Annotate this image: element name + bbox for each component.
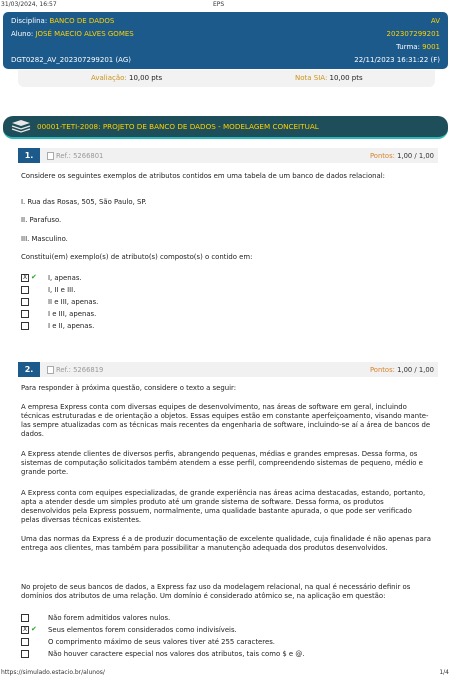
print-footer — [0, 668, 453, 677]
exam-date: 22/11/2023 16:31:22 (F) — [354, 56, 440, 64]
checkbox[interactable]: X — [22, 626, 28, 633]
document-icon — [47, 366, 54, 374]
disciplina-value: BANCO DE DADOS — [49, 17, 115, 25]
print-header — [0, 0, 453, 10]
section-header — [3, 116, 448, 139]
sia-value: 10,00 pts — [329, 74, 363, 82]
question-2-paragraph-3: A Express conta com equipes especializadas, de grande experiência nas áreas acima destacadas, estando, portanto, apta a atender desde um simples produto até um grande sistema de software. Dessa forma, os produtos desenvolvidos pela Express possuem, normalmente, uma qualidade bastante apurada, o que pode ser verificado pelas diversas técnicas existentes. — [21, 489, 426, 524]
checkbox[interactable] — [21, 286, 29, 294]
checkbox[interactable] — [21, 614, 29, 622]
book-stack-icon — [10, 119, 32, 135]
checkbox[interactable] — [21, 310, 29, 318]
score-bar — [18, 70, 435, 87]
checkbox[interactable] — [21, 322, 29, 330]
points-value: 1,00 — [397, 366, 413, 374]
checkbox[interactable] — [21, 650, 29, 658]
question-1-item-ii: II. Parafuso. — [21, 216, 62, 224]
exam-header — [3, 12, 448, 69]
question-1-statement: Considere os seguintes exemplos de atributos contidos em uma tabela de um banco de dados relacional: — [21, 172, 385, 180]
question-2-bar — [18, 362, 438, 377]
checkbox[interactable] — [21, 638, 29, 646]
matricula: 202307299201 — [386, 30, 440, 38]
question-1-number: 1. — [18, 148, 40, 163]
question-2-prompt: No projeto de seus bancos de dados, a Express faz uso da modelagem relacional, na qual é necessário definir os domínios dos atributos de uma relação. Um domínio é considerado atômico se, na aplicação em questão: — [21, 583, 411, 600]
question-2-ref[interactable]: Ref.: 5266819 — [56, 366, 104, 374]
question-2-paragraph-2: A Express atende clientes de diversos perfis, abrangendo pequenas, médias e grandes empresas. Dessa forma, os sistemas de computação solicitados também atendem a esse perfil, compreendendo sistemas de pequeno, médio e grande porte. — [21, 450, 423, 476]
points-label: Pontos: — [369, 366, 395, 374]
exam-code: DGT0282_AV_202307299201 (AG) — [11, 56, 132, 64]
aluno-value: JOSÉ MAECIO ALVES GOMES — [35, 30, 134, 38]
points-total: / 1,00 — [414, 366, 434, 374]
print-page: 1/4 — [439, 669, 449, 676]
turma-value: 9001 — [422, 43, 440, 51]
sia-label: Nota SIA: — [295, 74, 328, 82]
question-1-item-i: I. Rua das Rosas, 505, São Paulo, SP. — [21, 198, 147, 206]
question-2-intro: Para responder à próxima questão, considere o texto a seguir: — [21, 384, 237, 392]
print-datetime: 31/03/2024, 16:57 — [1, 1, 57, 8]
turma-label: Turma: — [396, 43, 420, 51]
exam-type: AV — [430, 17, 440, 25]
points-label: Pontos: — [369, 152, 395, 160]
points-total: / 1,00 — [414, 152, 434, 160]
print-title: EPS — [213, 1, 225, 8]
checkmark-icon: ✔ — [31, 625, 37, 633]
points-value: 1,00 — [397, 152, 413, 160]
question-2-number: 2. — [18, 362, 40, 377]
avaliacao-value: 10,00 pts — [129, 74, 163, 82]
section-title: 00001-TETI-2008: PROJETO DE BANCO DE DADOS - MODELAGEM CONCEITUAL — [37, 122, 319, 131]
document-icon — [47, 152, 54, 160]
question-1-ask: Constitui(em) exemplo(s) de atributo(s) composto(s) o contido em: — [21, 253, 253, 261]
question-1-item-iii: III. Masculino. — [21, 235, 68, 243]
print-url: https://simulado.estacio.br/alunos/ — [1, 669, 105, 676]
question-2-paragraph-1: A empresa Express conta com diversas equipes de desenvolvimento, nas áreas de software em geral, incluindo técnicas estruturadas e de orientação a objetos. Essas equipes estão em constante aperfeiçoamento, visando mante- las sempre atualizadas com as técnicas mais recentes da engenharia de software, incluindo-se aí a área de bancos de dados. — [21, 403, 431, 438]
aluno-label: Aluno: — [11, 30, 34, 38]
question-2-paragraph-4: Uma das normas da Express é a de produzir documentação de excelente qualidade, cuja finalidade é não apenas para entrega aos clientes, mas também para possibilitar a manutenção adequada dos produtos desenvolvidos. — [21, 535, 431, 552]
checkbox[interactable]: X — [22, 274, 28, 281]
avaliacao-label: Avaliação: — [91, 74, 127, 82]
question-1-ref[interactable]: Ref.: 5266801 — [56, 152, 104, 160]
disciplina-label: Disciplina: — [11, 17, 48, 25]
question-1-bar — [18, 148, 438, 163]
checkmark-icon: ✔ — [31, 273, 37, 281]
checkbox[interactable] — [21, 298, 29, 306]
